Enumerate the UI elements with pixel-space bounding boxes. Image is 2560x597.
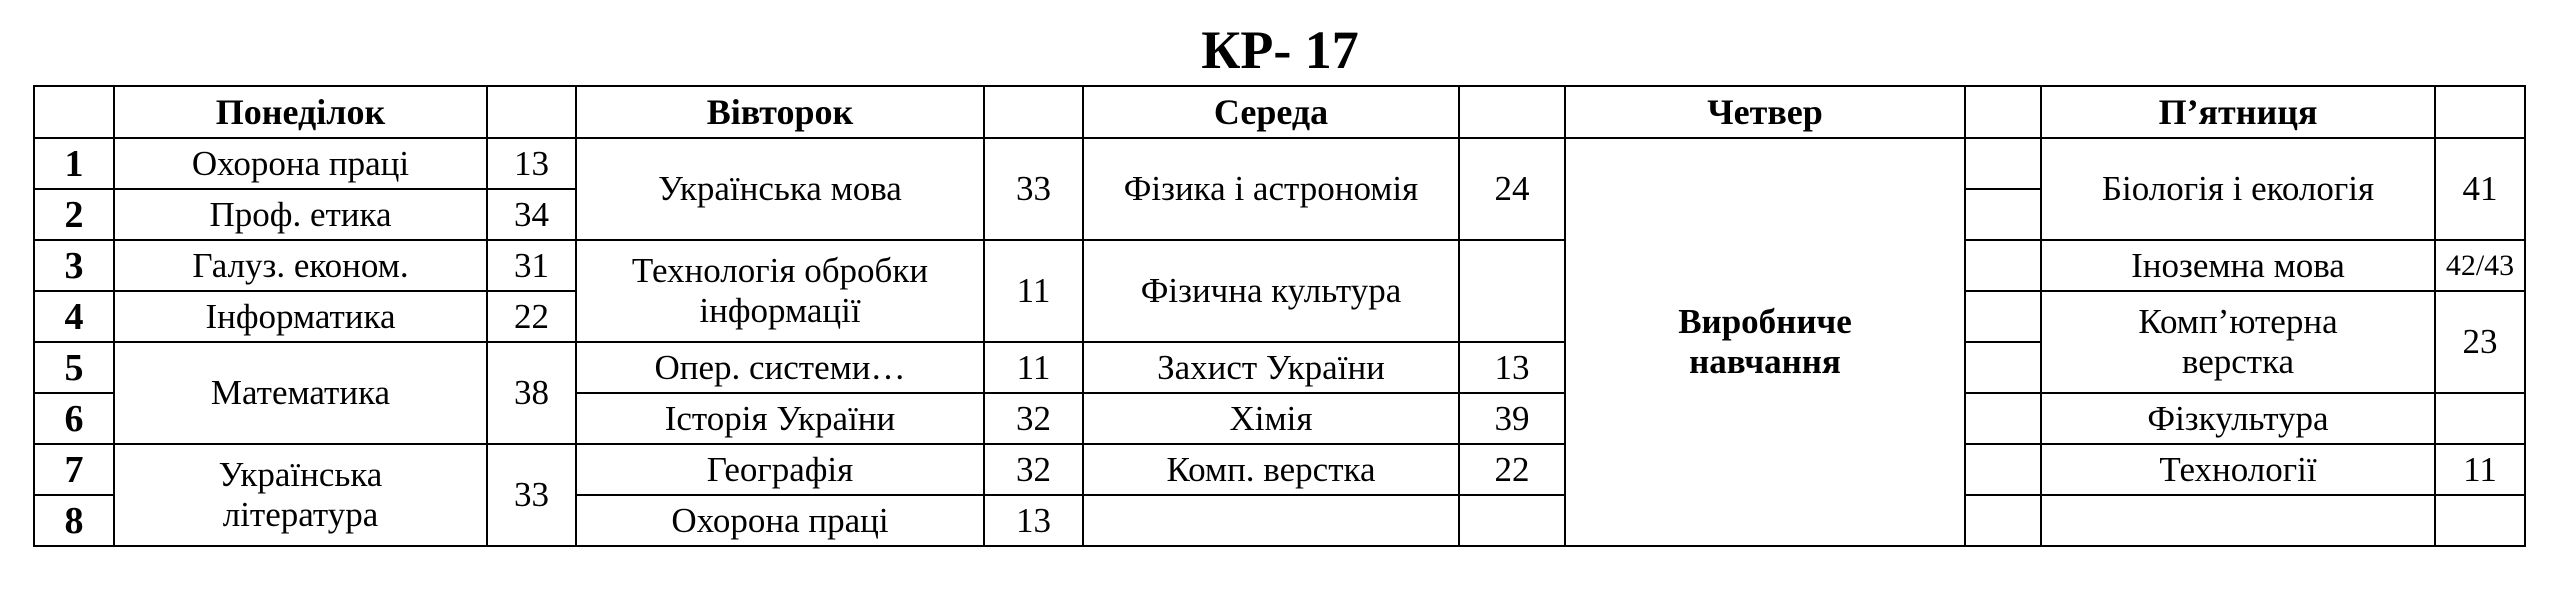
wednesday-room-3-4 [1459, 240, 1565, 342]
monday-room-7-8: 33 [487, 444, 576, 546]
tuesday-subject-5: Опер. системи… [576, 342, 984, 393]
lesson-number-1: 1 [34, 138, 114, 189]
friday-subject-3: Іноземна мова [2041, 240, 2435, 291]
thursday-room-1 [1965, 138, 2041, 189]
monday-room-5-6: 38 [487, 342, 576, 444]
monday-room-1: 13 [487, 138, 576, 189]
monday-room-2: 34 [487, 189, 576, 240]
monday-room-3: 31 [487, 240, 576, 291]
day-header-monday: Понеділок [114, 86, 487, 138]
day-header-thursday: Четвер [1565, 86, 1965, 138]
wednesday-subject-3-4: Фізична культура [1083, 240, 1459, 342]
wednesday-room-5: 13 [1459, 342, 1565, 393]
lesson-row-1 [34, 138, 2525, 189]
room-header-friday [2435, 86, 2525, 138]
wednesday-subject-7: Комп. верстка [1083, 444, 1459, 495]
wednesday-subject-6: Хімія [1083, 393, 1459, 444]
lesson-number-4: 4 [34, 291, 114, 342]
monday-subject-1: Охорона праці [114, 138, 487, 189]
wednesday-room-1-2: 24 [1459, 138, 1565, 240]
thursday-room-7 [1965, 444, 2041, 495]
monday-subject-2: Проф. етика [114, 189, 487, 240]
thursday-room-2 [1965, 189, 2041, 240]
wednesday-subject-5: Захист України [1083, 342, 1459, 393]
friday-subject-1-2: Біологія і екологія [2041, 138, 2435, 240]
friday-subject-6: Фізкультура [2041, 393, 2435, 444]
room-header-tuesday [984, 86, 1083, 138]
day-header-friday: П’ятниця [2041, 86, 2435, 138]
tuesday-room-8: 13 [984, 495, 1083, 546]
wednesday-subject-8 [1083, 495, 1459, 546]
friday-subject-7: Технології [2041, 444, 2435, 495]
monday-subject-3: Галуз. економ. [114, 240, 487, 291]
header-row [34, 86, 2525, 138]
room-header-monday [487, 86, 576, 138]
friday-room-7: 11 [2435, 444, 2525, 495]
wednesday-room-6: 39 [1459, 393, 1565, 444]
monday-subject-4: Інформатика [114, 291, 487, 342]
friday-subject-4-5: Комп’ютерна верстка [2041, 291, 2435, 393]
thursday-room-4 [1965, 291, 2041, 342]
tuesday-subject-8: Охорона праці [576, 495, 984, 546]
day-header-wednesday: Середа [1083, 86, 1459, 138]
wednesday-subject-1-2: Фізика і астрономія [1083, 138, 1459, 240]
lesson-number-8: 8 [34, 495, 114, 546]
lesson-row-7 [34, 444, 2525, 495]
tuesday-room-1-2: 33 [984, 138, 1083, 240]
friday-room-3: 42/43 [2435, 240, 2525, 291]
lesson-number-5: 5 [34, 342, 114, 393]
tuesday-room-7: 32 [984, 444, 1083, 495]
wednesday-room-7: 22 [1459, 444, 1565, 495]
tuesday-subject-7: Географія [576, 444, 984, 495]
thursday-room-8 [1965, 495, 2041, 546]
tuesday-subject-6: Історія України [576, 393, 984, 444]
thursday-room-5 [1965, 342, 2041, 393]
tuesday-room-5: 11 [984, 342, 1083, 393]
tuesday-room-6: 32 [984, 393, 1083, 444]
monday-subject-5-6: Математика [114, 342, 487, 444]
room-header-wednesday [1459, 86, 1565, 138]
lesson-number-2: 2 [34, 189, 114, 240]
room-header-thursday [1965, 86, 2041, 138]
tuesday-room-3-4: 11 [984, 240, 1083, 342]
day-header-tuesday: Вівторок [576, 86, 984, 138]
friday-room-8 [2435, 495, 2525, 546]
lesson-number-6: 6 [34, 393, 114, 444]
friday-room-4-5: 23 [2435, 291, 2525, 393]
friday-room-1-2: 41 [2435, 138, 2525, 240]
thursday-room-3 [1965, 240, 2041, 291]
friday-subject-8 [2041, 495, 2435, 546]
thursday-subject-all: Виробниче навчання [1565, 138, 1965, 546]
friday-room-6 [2435, 393, 2525, 444]
tuesday-subject-1-2: Українська мова [576, 138, 984, 240]
monday-subject-7-8: Українська література [114, 444, 487, 546]
lesson-row-3 [34, 240, 2525, 291]
thursday-room-6 [1965, 393, 2041, 444]
corner-cell [34, 86, 114, 138]
schedule-title: КР- 17 [1201, 20, 1359, 80]
tuesday-subject-3-4: Технологія обробки інформації [576, 240, 984, 342]
lesson-number-7: 7 [34, 444, 114, 495]
lesson-number-3: 3 [34, 240, 114, 291]
monday-room-4: 22 [487, 291, 576, 342]
schedule-table [33, 85, 2526, 547]
wednesday-room-8 [1459, 495, 1565, 546]
